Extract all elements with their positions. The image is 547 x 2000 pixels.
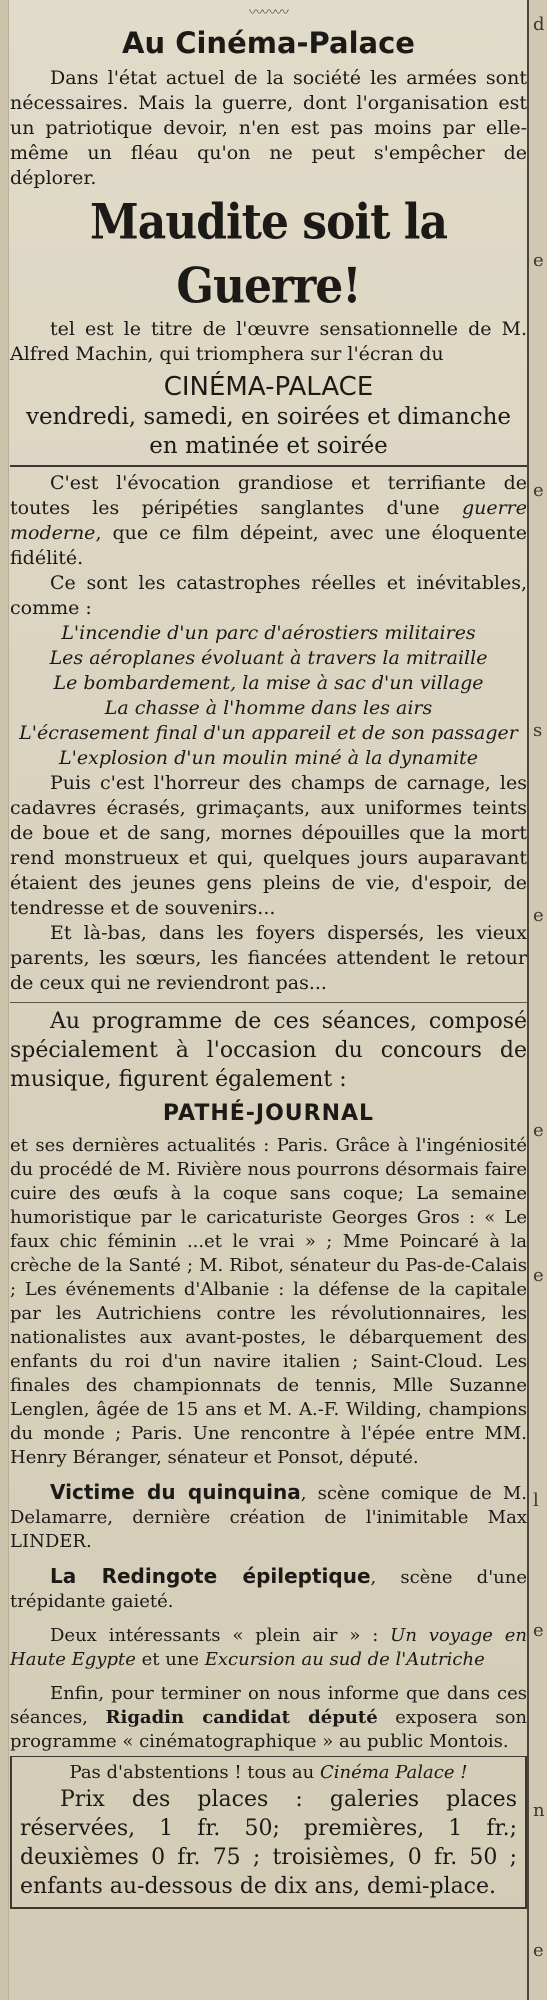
right-column-edge (527, 0, 547, 2000)
spacer (10, 1672, 527, 1682)
horror-paragraph: Puis c'est l'horreur des champs de carnage, les cadavres écrasés, grimaçants, aux uniformes teints de boue et de sang, mornes dépouilles que la mort rend monstrueux et qui, quelques jours auparavant étaient des jeunes gens pleins de vie, d'espoir, de tendresse et de souvenirs... (10, 772, 527, 919)
edge-fragment: e (533, 250, 544, 271)
plein-air-paragraph (10, 1624, 527, 1672)
scene-item: L'incendie d'un parc d'aérostiers militaires (61, 622, 476, 644)
left-page-margin (0, 0, 9, 2000)
plein-air-text: et une (135, 1649, 205, 1670)
scene-item: La chasse à l'homme dans les airs (104, 697, 433, 719)
victime-title: Victime du quinquina (50, 1480, 301, 1504)
edge-fragment: e (533, 1265, 544, 1286)
announce-paragraph: tel est le titre de l'œuvre sensationnelle de M. Alfred Machin, qui triomphera sur l'écran du (10, 318, 527, 365)
spacer (10, 1470, 527, 1480)
evocation-text: , que ce film dépeint, avec une éloquente fidélité. (10, 522, 527, 569)
edge-fragment: e (533, 1620, 544, 1641)
edge-fragment: s (533, 720, 543, 741)
edge-fragment: d (533, 14, 545, 35)
edge-fragment: e (533, 1120, 544, 1141)
article-column (10, 0, 527, 2000)
enfin-text: Enfin, pour terminer on nous informe que dans ces séances, (10, 1683, 527, 1728)
enfin-paragraph (10, 1682, 527, 1754)
redingote-text: , scène d'une trépidante gaieté. (10, 1567, 527, 1612)
redingote-paragraph (10, 1564, 527, 1614)
edge-fragment: n (533, 1800, 545, 1821)
edge-fragment: e (533, 1940, 544, 1961)
plein-air-text: Deux intéressants « plein air » : (50, 1625, 391, 1646)
plein-air-title: Excursion au sud de l'Autriche (204, 1649, 485, 1670)
actualites-block (10, 1134, 527, 1754)
victime-text: , scène comique de M. Delamarre, dernière création de l'inimitable Max LINDER. (10, 1483, 527, 1552)
cinema-name: CINÉMA-PALACE (163, 372, 374, 402)
evocation-text: C'est l'évocation grandiose et terrifiante de toutes les péripéties sanglantes d'une (10, 472, 527, 519)
spacer (10, 1554, 527, 1564)
prices-box (10, 1756, 527, 1909)
film-title: Maudite soit la Guerre! (89, 194, 448, 315)
edge-fragment: e (533, 905, 544, 926)
scene-item: Les aéroplanes évoluant à travers la mitraille (49, 647, 488, 669)
prices-paragraph: Prix des places : galeries places réservées, 1 fr. 50; premières, 1 fr.; deuxièmes 0 fr. 75 ; troisièmes, 0 fr. 50 ; enfants au-dessous de dix ans, demi-place. (20, 1787, 517, 1899)
divider (10, 1002, 527, 1003)
enfin-text: exposera son programme « cinématographique » au public Montois. (10, 1707, 527, 1752)
header-ornament: 〰〰〰 (249, 5, 288, 21)
scene-item: Le bombardement, la mise à sac d'un village (53, 672, 484, 694)
victime-paragraph (10, 1480, 527, 1554)
actualites-paragraph: et ses dernières actualités : Paris. Grâce à l'ingéniosité du procédé de M. Rivière nous pourrons désormais faire cuire des œufs à la coque sans coque; La semaine humoristique par le caricaturiste Georges Gros : « Le faux chic féminin ...et le vrai » ; Mme Poincaré à la crèche de la Santé ; M. Ribot, sénateur du Pas-de-Calais ; Les événements d'Albanie : la défense de la capitale par les Autrichiens contre les révolutionnaires, les nationalistes aux avant-postes, le débarquement des enfants du roi d'un navire italien ; Saint-Cloud. Les finales des championnats de tennis, Mlle Suzanne Lenglen, âgée de 15 ans et M. A.-F. Wilding, champions du monde ; Paris. Une rencontre à l'épée entre MM. Henry Béranger, sénateur et Ponsot, député. (10, 1135, 527, 1468)
scene-list (10, 621, 527, 771)
article-headline: Au Cinéma-Palace (122, 26, 415, 60)
intro-paragraph: Dans l'état actuel de la société les armées sont nécessaires. Mais la guerre, dont l'organisation est un patriotique devoir, n'en est pas moins par elle-même un fléau qu'on ne peut s'empêcher de déplorer. (10, 67, 527, 189)
programme-paragraph: Au programme de ces séances, composé spécialement à l'occasion du concours de musique, figurent également : (10, 1009, 527, 1092)
catastrophes-paragraph: Ce sont les catastrophes réelles et inévitables, comme : (10, 572, 527, 619)
schedule-line: en matinée et soirée (149, 433, 388, 459)
screening-block (10, 371, 527, 467)
scene-item: L'explosion d'un moulin miné à la dynamite (59, 747, 478, 769)
evocation-paragraph (10, 471, 527, 571)
edge-fragment: e (533, 480, 544, 501)
edge-fragment: l (533, 1490, 539, 1511)
pathe-journal-title: PATHÉ-JOURNAL (162, 1101, 375, 1126)
plein-air-title: Un voyage en Haute Egypte (10, 1625, 527, 1670)
spacer (10, 1614, 527, 1624)
abstentions-line (20, 1761, 517, 1785)
evocation-emphasis: guerre moderne (10, 497, 527, 544)
abstentions-text: Pas d'abstentions ! tous au (69, 1762, 320, 1783)
rigadin-title: Rigadin candidat député (105, 1707, 378, 1728)
schedule-line: vendredi, samedi, en soirées et dimanche (25, 404, 512, 430)
abstentions-emphasis: Cinéma Palace ! (319, 1762, 468, 1783)
redingote-title: La Redingote épileptique (50, 1564, 371, 1588)
scene-item: L'écrasement final d'un appareil et de son passager (19, 722, 518, 744)
labas-paragraph: Et là-bas, dans les foyers dispersés, les vieux parents, les sœurs, les fiancées attendent le retour de ceux qui ne reviendront pas... (10, 922, 527, 994)
